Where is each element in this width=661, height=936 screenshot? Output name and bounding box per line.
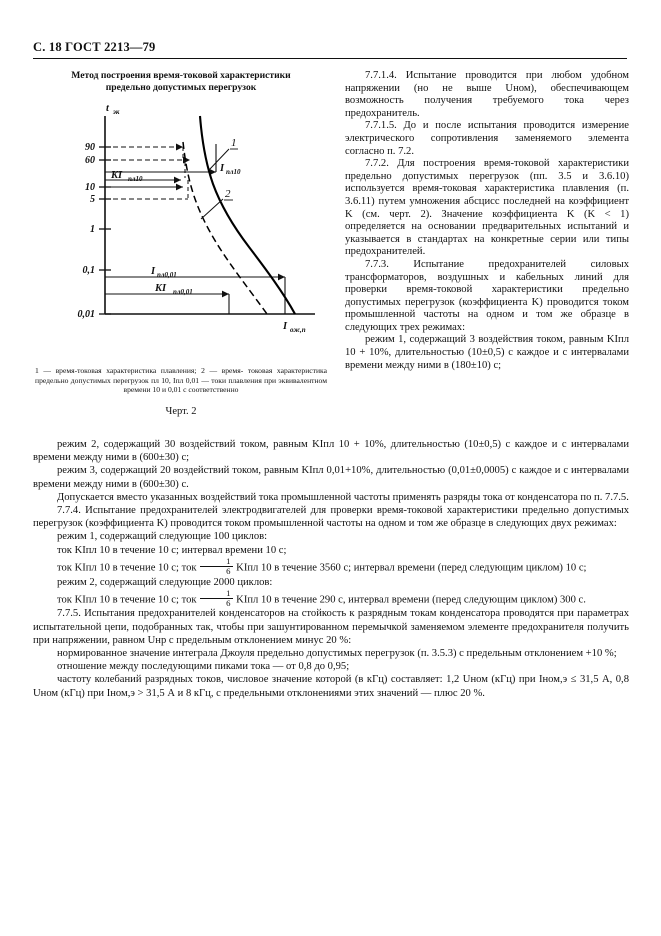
para-7-7-4: 7.7.4. Испытание предохранителей электродвигателей для проверки время-токовой характеристики предельно допустимых перегрузок (коэффициента K) проводится током промышленной частоты на одном и том же образце в следующих двух режимах: xyxy=(33,505,629,530)
curve-1-melting xyxy=(200,116,295,314)
para-peak-ratio: отношение между последующими пиками тока — от 0,8 до 0,95; xyxy=(57,661,350,673)
para-joule-integral: нормированное значение интеграла Джоуля предельно допустимых перегрузок (п. 3.5.3) с предельным отклонением +10 %; xyxy=(57,648,617,660)
x-axis-label-main: I xyxy=(283,321,288,332)
y-axis-label xyxy=(106,103,120,116)
para-7-7-5: 7.7.5. Испытания предохранителей конденсаторов на стойкость к разрядным токам конденсатора проводятся при параметрах испытательной цепи, подобранных так, чтобы при зашунтированном перемычкой заменяемом элементе предохранителя получить при напряжении, равном Uнр с предельным отклонением минус 20 %: xyxy=(33,608,629,646)
curve-1-label: 1 xyxy=(231,137,237,149)
para-frequency: частоту колебаний разрядных токов, числовое значение которой (в кГц) составляет: 1,2 Uном (кГц) при Iном,э ≤ 31,5 А, 0,8 Uном (кГц) при Iном,э > 31,5 А и 8 кГц, с предельными отклонениями этих значений — плюс 20 %. xyxy=(33,674,629,699)
y-tick-90: 90 xyxy=(85,142,95,153)
y-tick-10: 10 xyxy=(85,182,95,193)
para-rezhim-2: режим 2, содержащий 30 воздействий током, равным KIпл 10 + 10%, длительностью (10±0,5) с каждое и с интервалами времени между ними в (600±30) с; xyxy=(33,439,629,464)
y-axis-label-sub: эк xyxy=(113,108,120,116)
x-axis-label xyxy=(282,321,306,334)
y-tick-0-1: 0,1 xyxy=(82,265,95,276)
y-tick-labels xyxy=(78,142,96,320)
para-dopuskaetsya: Допускается вместо указанных воздействий тока промышленной частоты применять разряды тока от конденсатора по п. 7.7.5. xyxy=(57,491,629,503)
k-i-pl-10-main: KI xyxy=(111,170,123,181)
para-motor-cycle-3 xyxy=(33,589,629,608)
construction-vertical-dashed xyxy=(183,147,188,199)
figure-title-line2: предельно допустимых перегрузок xyxy=(105,82,257,93)
para-7-7-1-4: 7.7.1.4. Испытание проводится при любом удобном напряжении (но не выше Uном), обеспечивающем возможность получения требуемого тока через предохранитель. xyxy=(345,70,629,119)
figure-caption xyxy=(33,366,329,395)
figure-caption-line1: 1 — время-токовая характеристика плавления; 2 — время- xyxy=(35,366,244,375)
y-tick-0-01: 0,01 xyxy=(77,309,95,320)
k-i-pl-001-main: KI xyxy=(155,283,167,294)
x-axis-label-sub: ож,п xyxy=(290,326,306,334)
chart-svg xyxy=(33,102,329,364)
motor-cycle-3-post: KIпл 10 в течение 290 с, интервал времени (перед следующим циклом) 300 с. xyxy=(233,594,586,606)
motor-cycle-3-pre: ток KIпл 10 в течение 10 с; ток xyxy=(57,594,200,606)
motor-cycle-2-post: KIпл 10 в течение 3560 с; интервал времени (перед следующим циклом) 10 с; xyxy=(233,562,587,574)
fraction-one-sixth-a xyxy=(200,557,232,576)
para-motor-cycle-2 xyxy=(33,557,629,576)
para-motor-cycle-1: ток KIпл 10 в течение 10 с; интервал времени 10 с; xyxy=(57,544,287,556)
y-tick-1: 1 xyxy=(90,224,95,235)
figure-block xyxy=(33,70,329,417)
i-pl-10-main: I xyxy=(220,163,225,174)
i-pl-001-main: I xyxy=(151,266,156,277)
k-i-pl-001-sub: пл0,01 xyxy=(173,288,193,296)
k-i-pl-10-sub: пл10 xyxy=(128,175,143,183)
measure-lines xyxy=(105,144,285,314)
fraction-numerator: 1 xyxy=(226,555,231,566)
figure-number: Черт. 2 xyxy=(165,405,197,417)
para-motor-rezhim-2: режим 2, содержащий следующие 2000 циклов: xyxy=(57,576,273,588)
fraction-denominator-b: 6 xyxy=(200,598,232,608)
fraction-denominator: 6 xyxy=(200,566,232,576)
i-pl-001-sub: пл0,01 xyxy=(157,271,177,279)
fraction-numerator-b: 1 xyxy=(226,587,231,598)
motor-cycle-2-pre: ток KIпл 10 в течение 10 с; ток xyxy=(57,562,200,574)
i-pl-10-sub: пл10 xyxy=(226,168,241,176)
running-head: С. 18 ГОСТ 2213—79 xyxy=(33,40,156,54)
figure-title-line1: Метод построения время-токовой характеристики xyxy=(71,70,291,81)
para-rezhim-1: режим 1, содержащий 3 воздействия током, равным KIпл 10 + 10%, длительностью (10±0,5) с каждое и с интервалами времени между ними в (180±10) с; xyxy=(345,334,629,371)
curve-2-label: 2 xyxy=(225,188,231,200)
curve-2-overload xyxy=(183,142,267,314)
right-column xyxy=(345,70,629,372)
y-axis-label-main: t xyxy=(106,103,109,114)
para-7-7-2: 7.7.2. Для построения время-токовой характеристики предельно допустимых перегрузок (пп. 3.5 и 3.6.10) используется время-токовая характеристика плавления (п. 3.6.11) путем умножения абсцисс последней на коэффициент K (см. черт. 2). Значение коэффициента K (K < 1) определяется на основании предварительных испытаний и указывается в стандартах на конкретные серии или типы предохранителей. xyxy=(345,158,629,258)
annotation-i-pl-10 xyxy=(219,163,241,176)
figure-caption-line3: пл 10, Iпл 0,01 — токи плавления при эквивалентном времени 10 и 0,01 с соответственно xyxy=(123,375,327,395)
para-7-7-3: 7.7.3. Испытание предохранителей силовых трансформаторов, воздушных и кабельных линий для проверки время-токовой характеристики предельно допустимых перегрузок (коэффициента K) проводится током промышленной частоты на одном и том же образце в следующих трех режимах: xyxy=(345,258,629,333)
para-motor-rezhim-1: режим 1, содержащий следующие 100 циклов: xyxy=(57,531,268,543)
figure-caption-line2: токовая характеристика предельно допустимых перегрузок xyxy=(35,366,327,385)
para-rezhim-3: режим 3, содержащий 20 воздействий током, равным KIпл 0,01+10%, длительностью (0,01±0,0005) с каждое и с интервалами времени между ними в (600±30) с. xyxy=(33,465,629,490)
fraction-one-sixth-b xyxy=(200,589,232,608)
para-7-7-1-5: 7.7.1.5. До и после испытания проводится измерение электрического сопротивления заменяемого элемента согласно п. 7.2. xyxy=(345,120,629,157)
header-rule xyxy=(33,58,627,59)
figure-title xyxy=(33,70,329,94)
y-tick-5: 5 xyxy=(90,194,95,205)
y-tick-60: 60 xyxy=(85,155,95,166)
body-column xyxy=(33,438,629,700)
chart xyxy=(33,102,329,364)
